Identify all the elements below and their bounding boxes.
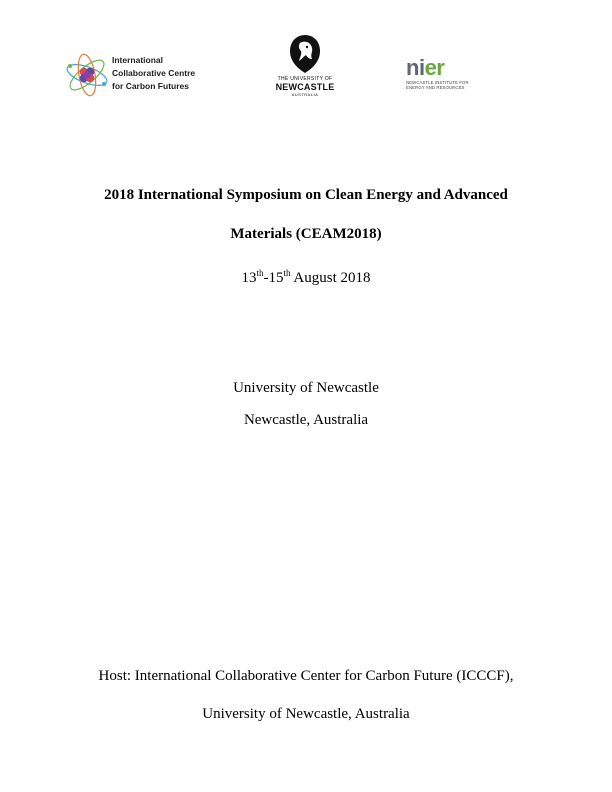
iccf-line1: International [112, 55, 164, 65]
nier-word-a: ni [406, 55, 425, 80]
host-line2: University of Newcastle, Australia [202, 706, 410, 722]
nier-word-b: er [424, 55, 445, 80]
nier-wordmark [406, 56, 496, 80]
nier-logo [406, 56, 496, 106]
uon-logo [270, 34, 340, 114]
nier-sub1: NEWCASTLE INSTITUTE FOR [406, 80, 469, 85]
logo-row [0, 30, 612, 110]
iccf-line3: for Carbon Futures [112, 81, 189, 91]
atom-icon [64, 52, 110, 98]
title-line1: 2018 International Symposium on Clean Energy and Advanced [104, 187, 508, 203]
location-line2: Newcastle, Australia [243, 412, 369, 428]
host-line1: Host: International Collaborative Center for Carbon Future (ICCCF), [98, 668, 514, 684]
location-line1: University of Newcastle [233, 380, 379, 396]
date-start-suffix: th [256, 268, 264, 278]
title-line2: Materials (CEAM2018) [230, 226, 382, 242]
uon-top: THE UNIVERSITY OF [277, 76, 333, 82]
iccf-line2: Collaborative Centre [112, 68, 196, 78]
horse-head-crest-icon [288, 34, 322, 74]
date-end: -15 [263, 270, 284, 286]
date-start: 13 [241, 270, 257, 286]
nier-sub2: ENERGY AND RESOURCES [406, 85, 465, 90]
event-dates [0, 270, 612, 287]
uon-country: AUSTRALIA [291, 92, 319, 97]
date-month-year: August 2018 [290, 270, 371, 286]
uon-name: NEWCASTLE [275, 82, 335, 92]
date-end-suffix: th [283, 268, 291, 278]
iccf-logo [64, 52, 214, 102]
